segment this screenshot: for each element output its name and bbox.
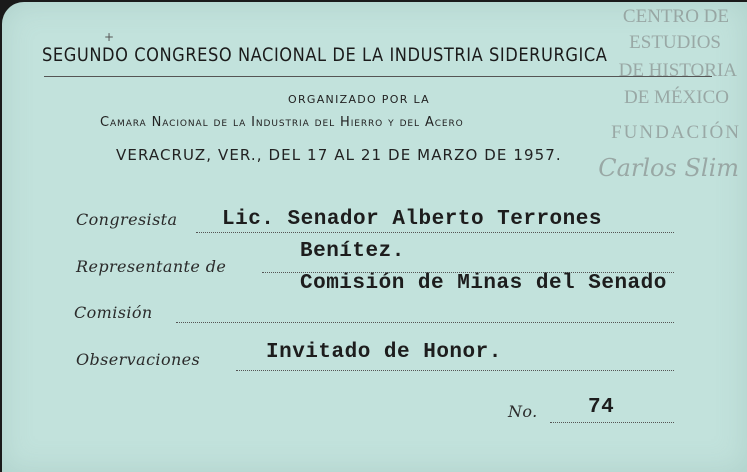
title-rule	[44, 76, 712, 77]
congresista-value-cont: Benítez.	[300, 240, 405, 263]
comision-label: Comisión	[74, 303, 153, 322]
numero-label: No.	[508, 402, 538, 421]
representante-value: Comisión de Minas del Senado	[300, 272, 667, 295]
watermark-line-3: DE HISTORIA	[618, 60, 737, 81]
comision-line	[176, 322, 674, 323]
place-date: VERACRUZ, VER., DEL 17 AL 21 DE MARZO DE 1957.	[116, 146, 562, 164]
congress-title: SEGUNDO CONGRESO NACIONAL DE LA INDUSTRIA SIDERURGICA	[42, 44, 608, 66]
watermark-signature: Carlos Slim	[598, 154, 739, 182]
congresista-value: Lic. Senador Alberto Terrones	[222, 208, 602, 231]
observaciones-label: Observaciones	[76, 350, 201, 369]
numero-line	[550, 422, 674, 423]
observaciones-line	[236, 370, 674, 371]
representante-label: Representante de	[76, 257, 227, 276]
corner-mark: +	[104, 30, 115, 44]
organizer-name: Camara Nacional de la Industria del Hierro y del Acero	[100, 115, 464, 130]
watermark-line-2: ESTUDIOS	[629, 32, 721, 53]
watermark-line-4: DE MÉXICO	[623, 87, 729, 108]
organized-by: ORGANIZADO POR LA	[288, 93, 430, 106]
watermark-line-5: FUNDACIÓN	[611, 122, 741, 143]
observaciones-value: Invitado de Honor.	[266, 341, 502, 364]
watermark-line-1: CENTRO DE	[622, 6, 729, 27]
congresista-line	[196, 232, 674, 233]
numero-value: 74	[588, 396, 615, 419]
congresista-label: Congresista	[76, 210, 178, 229]
